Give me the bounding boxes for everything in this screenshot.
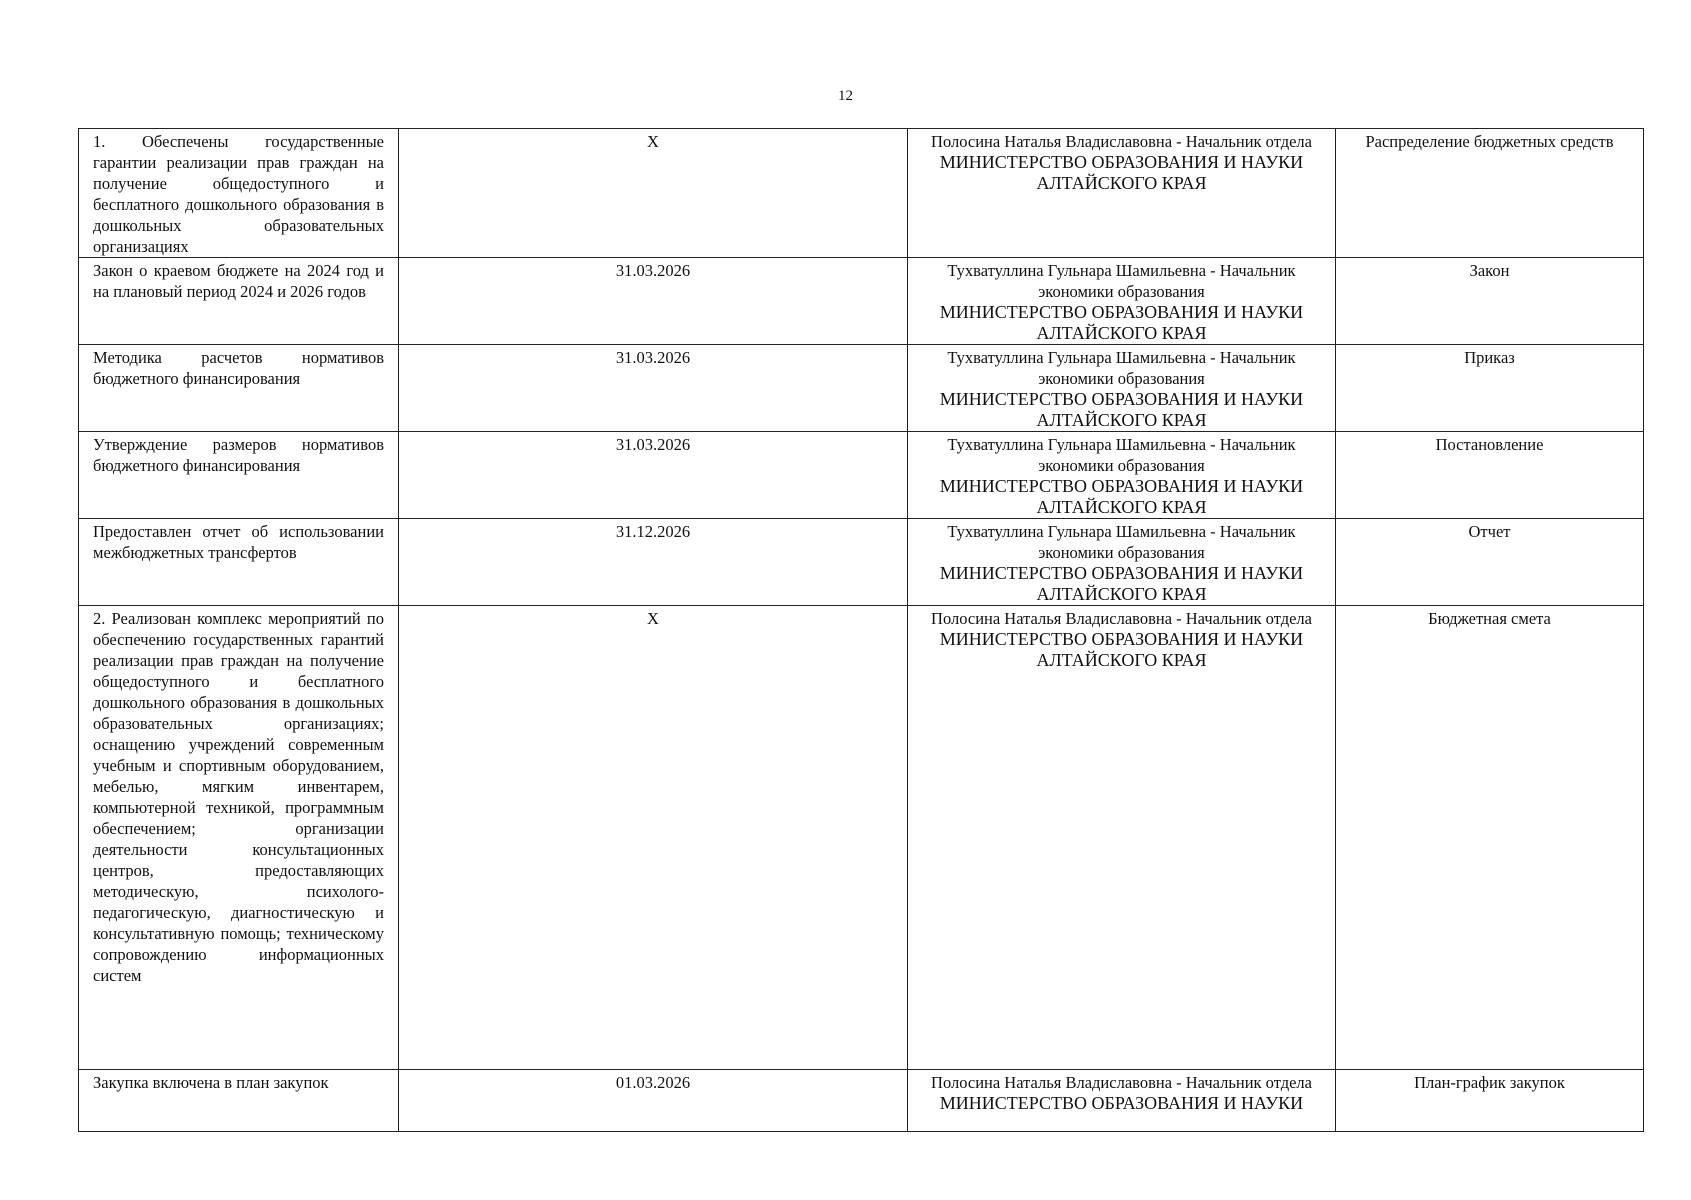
responsible-organization: МИНИСТЕРСТВО ОБРАЗОВАНИЯ И НАУКИ: [939, 1093, 1304, 1113]
responsible-person: Полосина Наталья Владиславовна - Начальник отдела: [931, 1073, 1312, 1092]
responsible-cell: [908, 129, 1336, 258]
responsible-person: Тухватуллина Гульнара Шамильевна - Начальник экономики образования: [947, 435, 1296, 475]
responsible-organization: МИНИСТЕРСТВО ОБРАЗОВАНИЯ И НАУКИ АЛТАЙСКОГО КРАЯ: [939, 152, 1304, 193]
task-cell: Методика расчетов нормативов бюджетного финансирования: [79, 345, 399, 432]
responsible-organization: МИНИСТЕРСТВО ОБРАЗОВАНИЯ И НАУКИ АЛТАЙСКОГО КРАЯ: [939, 476, 1304, 517]
table-row: [79, 1070, 1644, 1132]
task-cell: 2. Реализован комплекс мероприятий по обеспечению государственных гарантий реализации прав граждан на получение общедоступного и бесплатного дошкольного образования в дошкольных образовательных организациях; оснащению учреждений современным учебным и спортивным оборудованием, мебелью, мягким инвентарем, компьютерной техникой, программным обеспечением; организации деятельности консультационных центров, предоставляющих методическую, психолого-педагогическую, диагностическую и консультативную помощь; техническому сопровождению информационных систем: [79, 606, 399, 1070]
document-cell: Закон: [1336, 258, 1644, 345]
task-cell: Закон о краевом бюджете на 2024 год и на плановый период 2024 и 2026 годов: [79, 258, 399, 345]
table-row: [79, 519, 1644, 606]
document-cell: Постановление: [1336, 432, 1644, 519]
document-cell: План-график закупок: [1336, 1070, 1644, 1132]
date-cell: 31.03.2026: [399, 258, 908, 345]
task-cell: 1. Обеспечены государственные гарантии реализации прав граждан на получение общедоступного и бесплатного дошкольного образования в дошкольных образовательных организациях: [79, 129, 399, 258]
responsible-organization: МИНИСТЕРСТВО ОБРАЗОВАНИЯ И НАУКИ АЛТАЙСКОГО КРАЯ: [939, 563, 1304, 604]
date-cell: 01.03.2026: [399, 1070, 908, 1132]
date-cell: 31.03.2026: [399, 345, 908, 432]
document-cell: Приказ: [1336, 345, 1644, 432]
date-cell: X: [399, 129, 908, 258]
date-cell: 31.03.2026: [399, 432, 908, 519]
responsible-cell: [908, 345, 1336, 432]
date-cell: 31.12.2026: [399, 519, 908, 606]
document-cell: Отчет: [1336, 519, 1644, 606]
responsible-organization: МИНИСТЕРСТВО ОБРАЗОВАНИЯ И НАУКИ АЛТАЙСКОГО КРАЯ: [939, 629, 1304, 670]
document-cell: Бюджетная смета: [1336, 606, 1644, 1070]
date-cell: X: [399, 606, 908, 1070]
responsible-cell: [908, 432, 1336, 519]
plan-table: [78, 128, 1644, 1132]
responsible-cell: [908, 606, 1336, 1070]
responsible-person: Тухватуллина Гульнара Шамильевна - Начальник экономики образования: [947, 348, 1296, 388]
responsible-cell: [908, 519, 1336, 606]
responsible-organization: МИНИСТЕРСТВО ОБРАЗОВАНИЯ И НАУКИ АЛТАЙСКОГО КРАЯ: [939, 389, 1304, 430]
page-number: 12: [838, 88, 853, 104]
task-cell: Утверждение размеров нормативов бюджетного финансирования: [79, 432, 399, 519]
responsible-organization: МИНИСТЕРСТВО ОБРАЗОВАНИЯ И НАУКИ АЛТАЙСКОГО КРАЯ: [939, 302, 1304, 343]
table-row: [79, 432, 1644, 519]
responsible-person: Полосина Наталья Владиславовна - Начальник отдела: [931, 132, 1312, 151]
table-row: [79, 258, 1644, 345]
table-row: [79, 345, 1644, 432]
responsible-person: Тухватуллина Гульнара Шамильевна - Начальник экономики образования: [947, 522, 1296, 562]
task-cell: Предоставлен отчет об использовании межбюджетных трансфертов: [79, 519, 399, 606]
table-row: [79, 606, 1644, 1070]
task-cell: Закупка включена в план закупок: [79, 1070, 399, 1132]
responsible-person: Полосина Наталья Владиславовна - Начальник отдела: [931, 609, 1312, 628]
table-row: [79, 129, 1644, 258]
document-cell: Распределение бюджетных средств: [1336, 129, 1644, 258]
responsible-cell: [908, 1070, 1336, 1132]
responsible-person: Тухватуллина Гульнара Шамильевна - Начальник экономики образования: [947, 261, 1296, 301]
responsible-cell: [908, 258, 1336, 345]
